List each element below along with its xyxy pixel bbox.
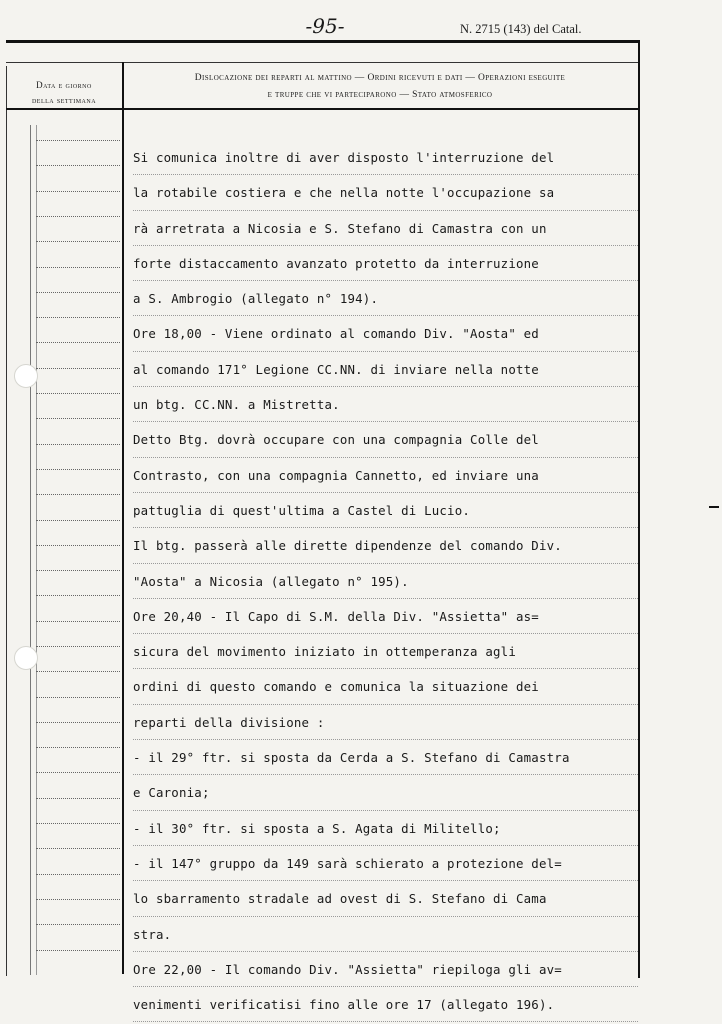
main-column-header-line1: Dislocazione dei reparti al mattino — Ordini ricevuti e dati — Operazioni eseguite	[194, 73, 566, 83]
date-column-dotted-rule	[36, 747, 120, 749]
date-column-dotted-rule	[36, 924, 120, 926]
frame-left-line	[6, 66, 7, 976]
date-column-dotted-rule	[36, 722, 120, 724]
date-column-dotted-rule	[36, 368, 120, 370]
text-line: e Caronia;	[133, 775, 638, 810]
text-line: Si comunica inoltre di aver disposto l'interruzione del	[133, 140, 638, 175]
date-column-dotted-rule	[36, 191, 120, 193]
text-line: stra.	[133, 917, 638, 952]
text-line: ordini di questo comando e comunica la situazione dei	[133, 669, 638, 704]
text-line: forte distaccamento avanzato protetto da interruzione	[133, 246, 638, 281]
date-column-dotted-rule	[36, 469, 120, 471]
typed-entry-text	[133, 140, 638, 1022]
text-line: "Aosta" a Nicosia (allegato n° 195).	[133, 564, 638, 599]
text-line: al comando 171° Legione CC.NN. di inviare nella notte	[133, 352, 638, 387]
date-column-dotted-rule	[36, 671, 120, 673]
date-column-dotted-rule	[36, 798, 120, 800]
column-divider	[122, 62, 124, 974]
text-line: Ore 18,00 - Viene ordinato al comando Div. "Aosta" ed	[133, 316, 638, 351]
punch-hole-top	[14, 364, 38, 388]
date-column-dotted-rule	[36, 646, 120, 648]
date-column-inner-rule	[30, 125, 31, 975]
text-line: - il 147° gruppo da 149 sarà schierato a protezione del=	[133, 846, 638, 881]
date-column-dotted-rule	[36, 267, 120, 269]
text-line: pattuglia di quest'ultima a Castel di Lucio.	[133, 493, 638, 528]
text-line: venimenti verificatisi fino alle ore 17 (allegato 196).	[133, 987, 638, 1022]
date-column-dotted-rule	[36, 165, 120, 167]
text-line: - il 29° ftr. si sposta da Cerda a S. Stefano di Camastra	[133, 740, 638, 775]
text-line: la rotabile costiera e che nella notte l'occupazione sa	[133, 175, 638, 210]
date-column-dotted-rule	[36, 545, 120, 547]
date-column-dotted-rule	[36, 317, 120, 319]
date-column-dotted-rule	[36, 772, 120, 774]
date-column-header	[8, 78, 120, 108]
header-top-rule	[6, 62, 638, 63]
date-column-header-line1: Data e giorno	[36, 80, 92, 90]
text-line: reparti della divisione :	[133, 705, 638, 740]
page-number: -95-	[305, 14, 345, 38]
date-column-dotted-rule	[36, 216, 120, 218]
text-line: sicura del movimento iniziato in ottemperanza agli	[133, 634, 638, 669]
date-column-dotted-rule	[36, 393, 120, 395]
date-column-header-line2: della settimana	[31, 95, 97, 105]
date-column-dotted-rule	[36, 621, 120, 623]
date-column-dotted-rule	[36, 595, 120, 597]
date-column-dotted-rule	[36, 520, 120, 522]
text-line: a S. Ambrogio (allegato n° 194).	[133, 281, 638, 316]
date-column-dotted-rule	[36, 444, 120, 446]
text-line: un btg. CC.NN. a Mistretta.	[133, 387, 638, 422]
date-column-dotted-rule	[36, 848, 120, 850]
date-column-dotted-rule	[36, 899, 120, 901]
main-column-header-line2: e truppe che vi parteciparono — Stato atmosferico	[267, 90, 493, 100]
text-line: Ore 20,40 - Il Capo di S.M. della Div. "Assietta" as=	[133, 599, 638, 634]
text-line: Contrasto, con una compagnia Cannetto, ed inviare una	[133, 458, 638, 493]
date-column-dotted-rule	[36, 950, 120, 952]
text-line: Ore 22,00 - Il comando Div. "Assietta" riepiloga gli av=	[133, 952, 638, 987]
header-bottom-rule	[6, 108, 638, 110]
date-column-dotted-rule	[36, 494, 120, 496]
date-column-dotted-rule	[36, 570, 120, 572]
text-line: - il 30° ftr. si sposta a S. Agata di Militello;	[133, 811, 638, 846]
date-column-dotted-rule	[36, 874, 120, 876]
date-column-dotted-rule	[36, 823, 120, 825]
date-column-dotted-rule	[36, 418, 120, 420]
date-column-dotted-rule	[36, 140, 120, 142]
date-column-dotted-rule	[36, 342, 120, 344]
date-column-dotted-rule	[36, 697, 120, 699]
text-line: lo sbarramento stradale ad ovest di S. Stefano di Cama	[133, 881, 638, 916]
text-line: Detto Btg. dovrà occupare con una compagnia Colle del	[133, 422, 638, 457]
main-column-header	[130, 70, 630, 104]
punch-hole-bottom	[14, 646, 38, 670]
date-column-dotted-rule	[36, 292, 120, 294]
text-line: rà arretrata a Nicosia e S. Stefano di Camastra con un	[133, 211, 638, 246]
date-column-dotted-rule	[36, 241, 120, 243]
text-line: Il btg. passerà alle dirette dipendenze del comando Div.	[133, 528, 638, 563]
edge-mark	[709, 506, 719, 508]
catalog-reference: N. 2715 (143) del Catal.	[460, 22, 582, 36]
